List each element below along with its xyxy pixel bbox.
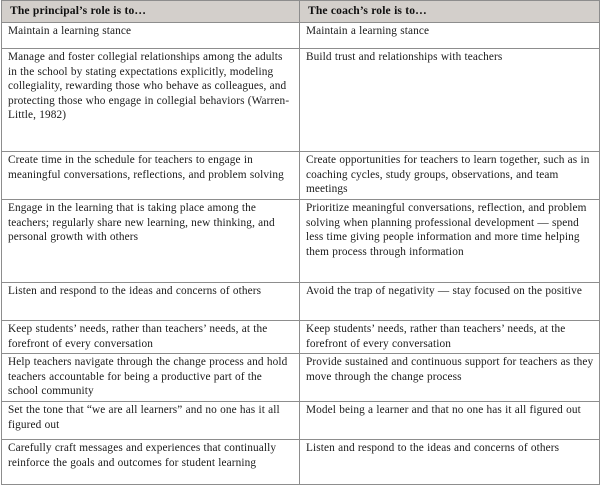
cell-principal-role: Engage in the learning that is taking place among the teachers; regularly share new learning, new thinking, and personal growth with others — [2, 200, 300, 283]
table-header-row — [2, 1, 600, 23]
table-header — [2, 1, 600, 23]
cell-coach-role: Listen and respond to the ideas and concerns of others — [300, 439, 600, 484]
cell-coach-role: Keep students’ needs, rather than teachers’ needs, at the forefront of every conversation — [300, 321, 600, 354]
cell-principal-role: Set the tone that “we are all learners” and no one has it all figured out — [2, 401, 300, 439]
column-header-principal-role: The principal’s role is to… — [2, 1, 300, 23]
principal-coach-role-comparison-table — [1, 0, 600, 485]
cell-coach-role: Build trust and relationships with teachers — [300, 49, 600, 152]
cell-coach-role: Model being a learner and that no one has it all figured out — [300, 401, 600, 439]
table-row — [2, 354, 600, 402]
table-row — [2, 152, 600, 200]
cell-coach-role: Create opportunities for teachers to learn together, such as in coaching cycles, study groups, observations, and team meetings — [300, 152, 600, 200]
cell-coach-role: Provide sustained and continuous support for teachers as they move through the change process — [300, 354, 600, 402]
cell-principal-role: Keep students’ needs, rather than teachers’ needs, at the forefront of every conversation — [2, 321, 300, 354]
table-row — [2, 321, 600, 354]
cell-principal-role: Help teachers navigate through the change process and hold teachers accountable for being a productive part of the school community — [2, 354, 300, 402]
cell-principal-role: Manage and foster collegial relationships among the adults in the school by stating expectations explicitly, modeling collegiality, rewarding those who behave as colleagues, and protecting those who engage in collegial behaviors (Warren-Little, 1982) — [2, 49, 300, 152]
cell-coach-role: Prioritize meaningful conversations, reflection, and problem solving when planning professional development — spend less time giving people information and more time helping them process through information — [300, 200, 600, 283]
table-row — [2, 283, 600, 321]
table-row — [2, 401, 600, 439]
cell-coach-role: Maintain a learning stance — [300, 23, 600, 49]
cell-principal-role: Create time in the schedule for teachers to engage in meaningful conversations, reflections, and problem solving — [2, 152, 300, 200]
column-header-coach-role: The coach’s role is to… — [300, 1, 600, 23]
table-row — [2, 23, 600, 49]
table-row — [2, 49, 600, 152]
cell-principal-role: Carefully craft messages and experiences that continually reinforce the goals and outcomes for student learning — [2, 439, 300, 484]
table-body — [2, 23, 600, 485]
table-row — [2, 200, 600, 283]
cell-coach-role: Avoid the trap of negativity — stay focused on the positive — [300, 283, 600, 321]
cell-principal-role: Maintain a learning stance — [2, 23, 300, 49]
table-row — [2, 439, 600, 484]
cell-principal-role: Listen and respond to the ideas and concerns of others — [2, 283, 300, 321]
